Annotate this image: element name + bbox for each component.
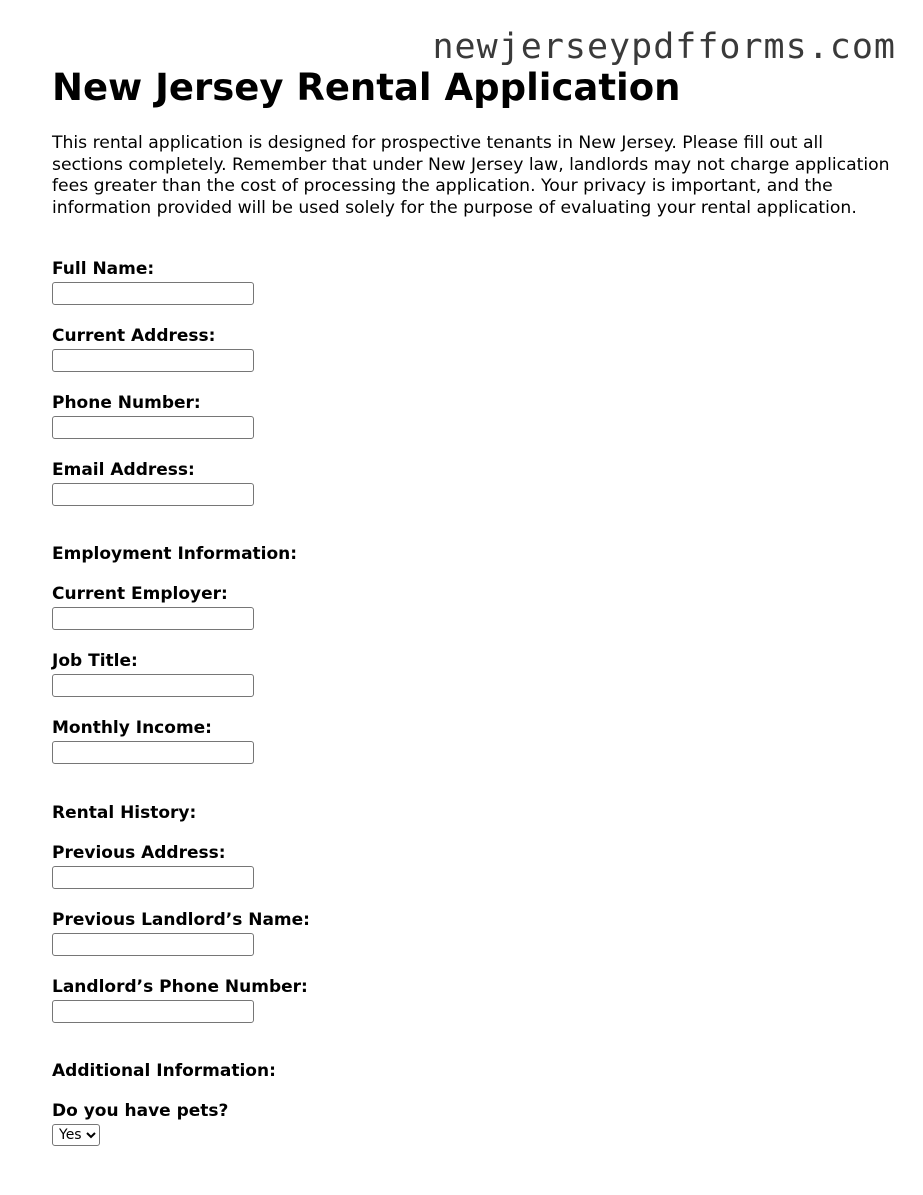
job-title-input[interactable] [52, 674, 254, 697]
landlord-phone-label: Landlord’s Phone Number: [52, 977, 308, 997]
landlord-phone-input[interactable] [52, 1000, 254, 1023]
previous-landlord-name-label: Previous Landlord’s Name: [52, 910, 310, 930]
phone-number-input[interactable] [52, 416, 254, 439]
previous-address-input[interactable] [52, 866, 254, 889]
email-address-input[interactable] [52, 483, 254, 506]
full-name-label: Full Name: [52, 259, 155, 279]
current-address-label: Current Address: [52, 326, 216, 346]
phone-number-label: Phone Number: [52, 393, 201, 413]
email-address-label: Email Address: [52, 460, 195, 480]
intro-paragraph: This rental application is designed for prospective tenants in New Jersey. Please fill out all sections completely. Remember that under New Jersey law, landlords may not charge application fees greater than the cost of processing the application. Your privacy is important, and the information provided will be used solely for the purpose of evaluating your rental application. [52, 133, 890, 218]
pets-question-label: Do you have pets? [52, 1101, 229, 1121]
rental-history-section-heading: Rental History: [52, 803, 197, 823]
job-title-label: Job Title: [52, 651, 138, 671]
full-name-input[interactable] [52, 282, 254, 305]
page-title: New Jersey Rental Application [52, 66, 681, 109]
current-employer-input[interactable] [52, 607, 254, 630]
site-watermark: newjerseypdfforms.com [432, 27, 896, 67]
previous-address-label: Previous Address: [52, 843, 226, 863]
employment-section-heading: Employment Information: [52, 544, 298, 564]
previous-landlord-name-input[interactable] [52, 933, 254, 956]
monthly-income-label: Monthly Income: [52, 718, 212, 738]
current-employer-label: Current Employer: [52, 584, 228, 604]
monthly-income-input[interactable] [52, 741, 254, 764]
additional-info-section-heading: Additional Information: [52, 1061, 276, 1081]
pets-select[interactable] [52, 1124, 100, 1146]
current-address-input[interactable] [52, 349, 254, 372]
